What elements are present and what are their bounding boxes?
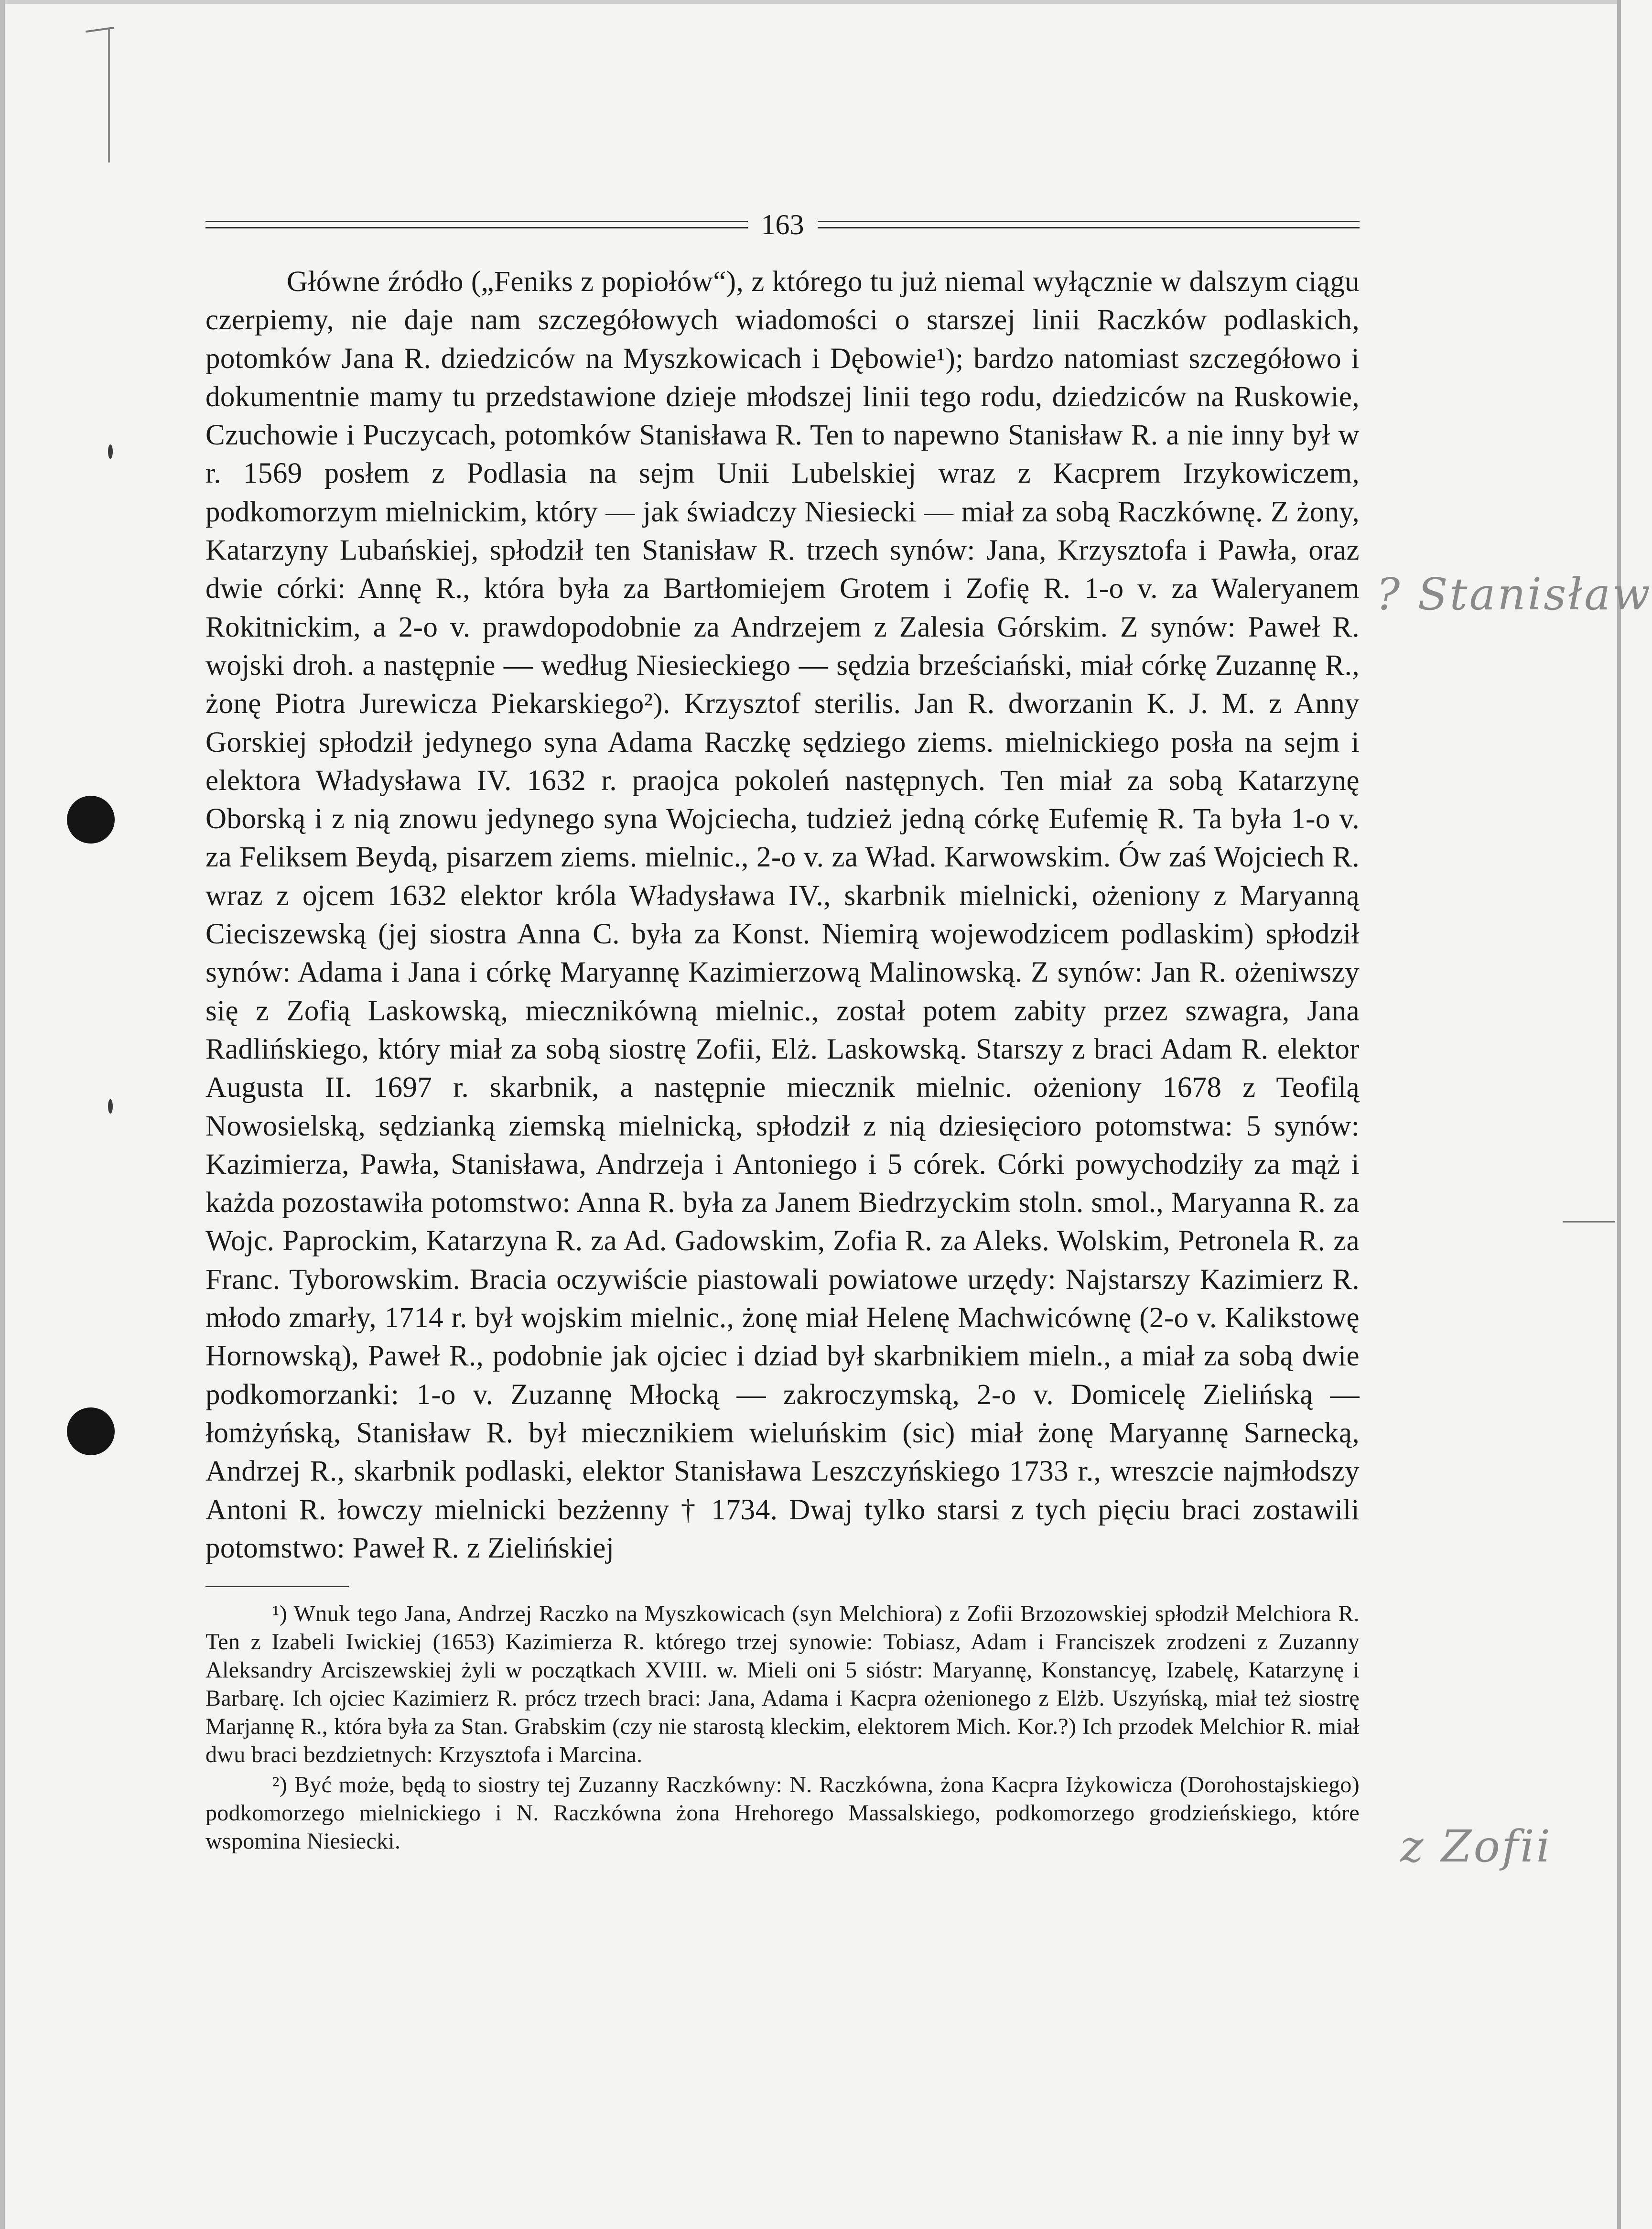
binder-hole-lower <box>67 1407 115 1455</box>
footnote-separator <box>205 1586 349 1587</box>
handwritten-margin-note: z Zofii <box>1400 1821 1552 1872</box>
handwritten-margin-note: ? Stanisław <box>1376 569 1652 620</box>
margin-speck <box>108 1099 113 1114</box>
scan-corner-tick <box>108 29 110 162</box>
scan-right-edge <box>1617 0 1621 2229</box>
page-number: 163 <box>761 209 804 240</box>
margin-pencil-stroke <box>1563 1221 1615 1223</box>
running-header <box>205 206 1360 244</box>
header-rule-left <box>205 221 748 228</box>
document-page <box>205 206 1360 1855</box>
scan-left-edge <box>0 0 5 2229</box>
scan-top-edge <box>0 0 1621 4</box>
margin-speck <box>108 444 113 459</box>
main-text <box>205 263 1360 1568</box>
scan-corner-mark <box>86 27 115 39</box>
body-paragraph: Główne źródło („Feniks z popiołów“), z którego tu już niemal wyłącznie w dalszym ciągu czerpiemy, nie daje nam szczegółowych wiadomości o starszej linii Raczków podlaskich, potomków Jana R. dziedziców na Myszkowicach i Dębowie¹); bardzo natomiast szczegółowo i dokumentnie mamy tu przedstawione dzieje młodszej linii tego rodu, dziedziców na Ruskowie, Czuchowie i Puczycach, potomków Stanisława R. Ten to napewno Stanisław R. a nie inny był w r. 1569 posłem z Podlasia na sejm Unii Lubelskiej wraz z Kacprem Irzykowiczem, podkomorzym mielnickim, który — jak świadczy Niesiecki — miał za sobą Raczkównę. Z żony, Katarzyny Lubańskiej, spłodził ten Stanisław R. trzech synów: Jana, Krzysztofa i Pawła, oraz dwie córki: Annę R., która była za Bartłomiejem Grotem i Zofię R. 1-o v. za Waleryanem Rokitnickim, a 2-o v. prawdopodobnie za Andrzejem z Zalesia Górskim. Z synów: Paweł R. wojski droh. a następnie — według Niesieckiego — sędzia brześciański, miał córkę Zuzannę R., żonę Piotra Jurewicza Piekarskiego²). Krzysztof sterilis. Jan R. dworzanin K. J. M. z Anny Gorskiej spłodził jedynego syna Adama Raczkę sędziego ziems. mielnickiego posła na sejm i elektora Władysława IV. 1632 r. praojca pokoleń następnych. Ten miał za sobą Katarzynę Oborską i z nią znowu jedynego syna Wojciecha, tudzież jedną córkę Eufemię R. Ta była 1-o v. za Feliksem Beydą, pisarzem ziems. mielnic., 2-o v. za Wład. Karwowskim. Ów zaś Wojciech R. wraz z ojcem 1632 elektor króla Władysława IV., skarbnik mielnicki, ożeniony z Maryanną Cieciszewską (jej siostra Anna C. była za Konst. Niemirą wojewodzicem podlaskim) spłodził synów: Adama i Jana i córkę Maryannę Kazimierzową Malinowską. Z synów: Jan R. ożeniwszy się z Zofią Laskowską, miecznikówną mielnic., został potem zabity przez szwagra, Jana Radlińskiego, który miał za sobą siostrę Zofii, Elż. Laskowską. Starszy z braci Adam R. elektor Augusta II. 1697 r. skarbnik, a następnie miecznik mielnic. ożeniony 1678 z Teofilą Nowosielską, sędzianką ziemską mielnicką, spłodził z nią dziesięcioro potomstwa: 5 synów: Kazimierza, Pawła, Stanisława, Andrzeja i Antoniego i 5 córek. Córki powychodziły za mąż i każda pozostawiła potomstwo: Anna R. była za Janem Biedrzyckim stoln. smol., Maryanna R. za Wojc. Paprockim, Katarzyna R. za Ad. Gadowskim, Zofia R. za Aleks. Wolskim, Petronela R. za Franc. Tyborowskim. Bracia oczywiście piastowali powiatowe urzędy: Najstarszy Kazimierz R. młodo zmarły, 1714 r. był wojskim mielnic., żonę miał Helenę Machwicównę (2-o v. Kalikstowę Hornowską), Paweł R., podobnie jak ojciec i dziad był skarbnikiem mieln., a miał za sobą dwie podkomorzanki: 1-o v. Zuzannę Młocką — zakroczymską, 2-o v. Domicelę Zielińską — łomżyńską, Stanisław R. był miecznikiem wieluńskim (sic) miał żonę Maryannę Sarnecką, Andrzej R., skarbnik podlaski, elektor Stanisława Leszczyńskiego 1733 r., wreszcie najmłodszy Antoni R. łowczy mielnicki bezżenny † 1734. Dwaj tylko starsi z tych pięciu braci zostawili potomstwo: Paweł R. z Zielińskiej <box>205 266 1360 1564</box>
footnotes <box>205 1600 1360 1855</box>
header-rule-right <box>818 221 1360 228</box>
footnote-2: ²) Być może, będą to siostry tej Zuzanny Raczkówny: N. Raczkówna, żona Kacpra Iżykowicza (Dorohostajskiego) podkomorzego mielnickiego i N. Raczkówna żona Hrehorego Massalskiego, podkomorzego grodzieńskiego, które wspomina Niesiecki. <box>205 1772 1360 1854</box>
footnote-1: ¹) Wnuk tego Jana, Andrzej Raczko na Myszkowicach (syn Melchiora) z Zofii Brzozowskiej spłodził Melchiora R. Ten z Izabeli Iwickiej (1653) Kazimierza R. którego trzej synowie: Tobiasz, Adam i Franciszek zrodzeni z Zuzanny Aleksandry Arciszewskiej żyli w początkach XVIII. w. Mieli oni 5 sióstr: Maryannę, Konstancyę, Izabelę, Katarzynę i Barbarę. Ich ojciec Kazimierz R. prócz trzech braci: Jana, Adama i Kacpra ożenionego z Elżb. Uszyńską, miał też siostrę Marjannę R., która była za Stan. Grabskim (czy nie starostą kleckim, elektorem Mich. Kor.?) Ich przodek Melchior R. miał dwu braci bezdzietnych: Krzysztofa i Marcina. <box>205 1601 1360 1768</box>
binder-hole-upper <box>67 796 115 844</box>
